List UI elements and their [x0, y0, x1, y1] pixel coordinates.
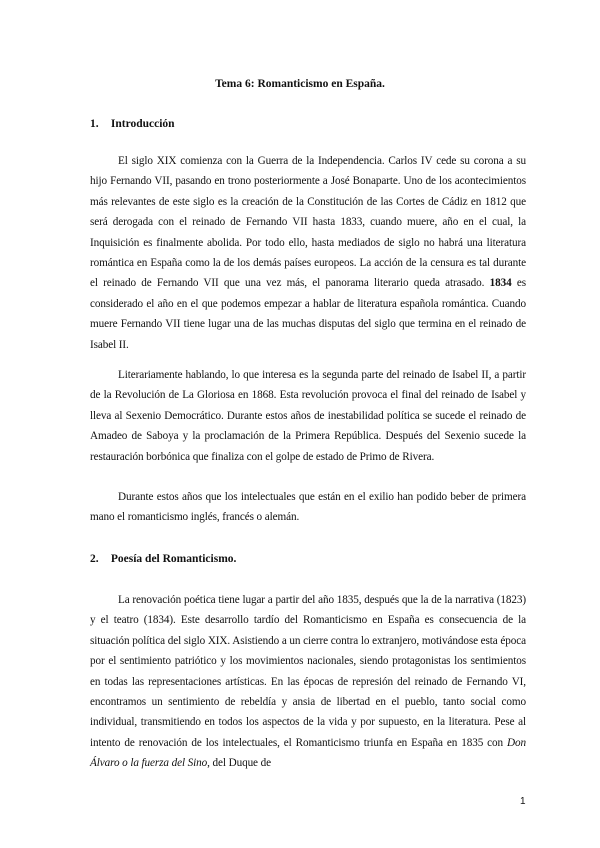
paragraph-text: es considerado el año en el que podemos empezar a hablar de literatura española romántica. Cuando muere Fernando VII tiene lugar una de las muchas disputas del siglo que termina en el reinado de Isabel II. — [90, 277, 526, 351]
document-title: Tema 6: Romanticismo en España. — [215, 78, 385, 90]
paragraph-text: , del Duque de — [207, 757, 271, 770]
page-number: 1 — [520, 796, 526, 807]
section-title: Introducción — [110, 118, 175, 130]
bold-year: 1834 — [489, 277, 512, 290]
italic-work-title: Don Álvaro o la fuerza del Sino — [90, 736, 526, 770]
section-title: Poesía del Romanticismo. — [110, 553, 237, 565]
section-number: 2. — [90, 553, 99, 565]
paragraph-intro-2: Literariamente hablando, lo que interesa es la segunda parte del reinado de Isabel II, a partir de la Revolución de La Gloriosa en 1868. Esta revolución provoca el final del reinado de Isabel y lleva al Sexenio Democrático. Durante estos años de inestabilidad política se sucede el reinado de Amadeo de Saboya y la proclamación de la Primera República. Después del Sexenio sucede la restauración borbónica que finaliza con el golpe de estado de Primo de Rivera. — [90, 369, 526, 463]
section-heading-introduccion — [90, 118, 175, 130]
paragraph-text: El siglo XIX comienza con la Guerra de la Independencia. Carlos IV cede su corona a su hijo Fernando VII, pasando en trono posteriormente a José Bonaparte. Uno de los acontecimientos más relevantes de este siglo es la creación de la Constitución de las Cortes de Cádiz en 1812 que será derogada con el reinado de Fernando VII hasta 1833, cuando muere, año en el cual, la Inquisición es finalmente abolida. Por todo ello, hasta mediados de siglo no habrá una literatura romántica en España como la de los demás países europeos. La acción de la censura es tal durante el reinado de Fernando VII que una vez más, el panorama literario queda atrasado. — [90, 155, 526, 290]
section-heading-poesia — [90, 553, 236, 565]
section-number: 1. — [90, 118, 99, 130]
paragraph-intro-1 — [90, 151, 526, 355]
paragraph-poesia-1 — [90, 590, 526, 774]
paragraph-text: La renovación poética tiene lugar a partir del año 1835, después que la de la narrativa (1823) y el teatro (1834). Este desarrollo tardío del Romanticismo en España es consecuencia de la situación política del siglo XIX. Asistiendo a un cierre contra lo extranjero, motivándose esta época por el sentimiento patriótico y los movimientos nacionales, siendo protagonistas los sentimientos en todas las representaciones artísticas. En las épocas de represión del reinado de Fernando VI, encontramos un sentimiento de rebeldía y ansia de libertad en el pueblo, tanto social como individual, transmitiendo en todos los aspectos de la vida y por supuesto, en la literatura. Pese al intento de renovación de los intelectuales, el Romanticismo triunfa en España en 1835 con — [90, 594, 526, 749]
paragraph-intro-3: Durante estos años que los intelectuales que están en el exilio han podido beber de primera mano el romanticismo inglés, francés o alemán. — [90, 491, 526, 524]
